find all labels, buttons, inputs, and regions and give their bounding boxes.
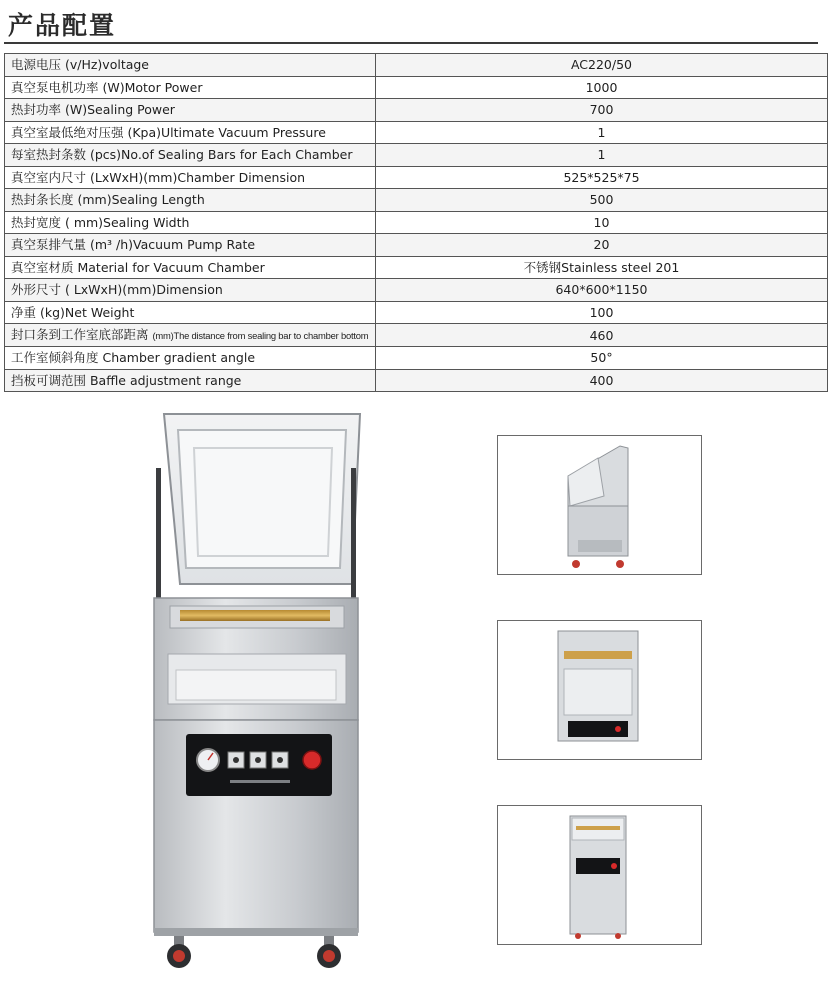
product-thumbnail-front-closed	[497, 805, 702, 945]
table-row	[5, 234, 828, 257]
table-row	[5, 211, 828, 234]
table-row	[5, 99, 828, 122]
table-row	[5, 144, 828, 167]
spec-label: 热封条长度 (mm)Sealing Length	[5, 189, 376, 212]
spec-label: 真空泵排气量 (m³ /h)Vacuum Pump Rate	[5, 234, 376, 257]
spec-value: 100	[376, 301, 828, 324]
spec-value: 700	[376, 99, 828, 122]
table-row	[5, 279, 828, 302]
spec-value: 10	[376, 211, 828, 234]
product-thumbnail-front-open	[497, 620, 702, 760]
table-row	[5, 256, 828, 279]
spec-value: 1	[376, 121, 828, 144]
spec-label: 真空室最低绝对压强 (Kpa)Ultimate Vacuum Pressure	[5, 121, 376, 144]
front-closed-illustration	[498, 806, 701, 944]
spec-label: 热封宽度 ( mm)Sealing Width	[5, 211, 376, 234]
spec-value: 460	[376, 324, 828, 347]
spec-value: 1000	[376, 76, 828, 99]
spec-label: 净重 (kg)Net Weight	[5, 301, 376, 324]
table-row	[5, 54, 828, 77]
spec-label: 真空室内尺寸 (LxWxH)(mm)Chamber Dimension	[5, 166, 376, 189]
spec-label: 真空室材质 Material for Vacuum Chamber	[5, 256, 376, 279]
table-row	[5, 121, 828, 144]
spec-label: 挡板可调范围 Baffle adjustment range	[5, 369, 376, 392]
table-row	[5, 301, 828, 324]
spec-label	[5, 324, 376, 347]
spec-value: 640*600*1150	[376, 279, 828, 302]
spec-table	[4, 53, 828, 392]
spec-label: 每室热封条数 (pcs)No.of Sealing Bars for Each Chamber	[5, 144, 376, 167]
spec-label: 热封功率 (W)Sealing Power	[5, 99, 376, 122]
spec-value: 500	[376, 189, 828, 212]
table-row	[5, 76, 828, 99]
table-row	[5, 324, 828, 347]
spec-label: 电源电压 (v/Hz)voltage	[5, 54, 376, 77]
table-row	[5, 369, 828, 392]
table-row	[5, 347, 828, 370]
spec-value: 20	[376, 234, 828, 257]
spec-value: 525*525*75	[376, 166, 828, 189]
spec-label: 真空泵电机功率 (W)Motor Power	[5, 76, 376, 99]
front-open-illustration	[498, 621, 701, 759]
product-main-photo	[146, 408, 382, 976]
table-row	[5, 189, 828, 212]
side-view-illustration	[498, 436, 701, 574]
spec-label: 外形尺寸 ( LxWxH)(mm)Dimension	[5, 279, 376, 302]
title-divider	[4, 42, 818, 44]
spec-value: 不锈钢Stainless steel 201	[376, 256, 828, 279]
vacuum-machine-illustration	[146, 408, 382, 976]
table-row	[5, 166, 828, 189]
spec-label-main: 封口条到工作室底部距离	[11, 327, 153, 342]
product-thumbnail-side-view	[497, 435, 702, 575]
spec-label: 工作室倾斜角度 Chamber gradient angle	[5, 347, 376, 370]
spec-value: 1	[376, 144, 828, 167]
spec-value: AC220/50	[376, 54, 828, 77]
spec-value: 400	[376, 369, 828, 392]
page-title: 产品配置	[8, 11, 117, 40]
spec-value: 50°	[376, 347, 828, 370]
spec-label-small: (mm)The distance from sealing bar to chamber bottom	[152, 330, 369, 341]
